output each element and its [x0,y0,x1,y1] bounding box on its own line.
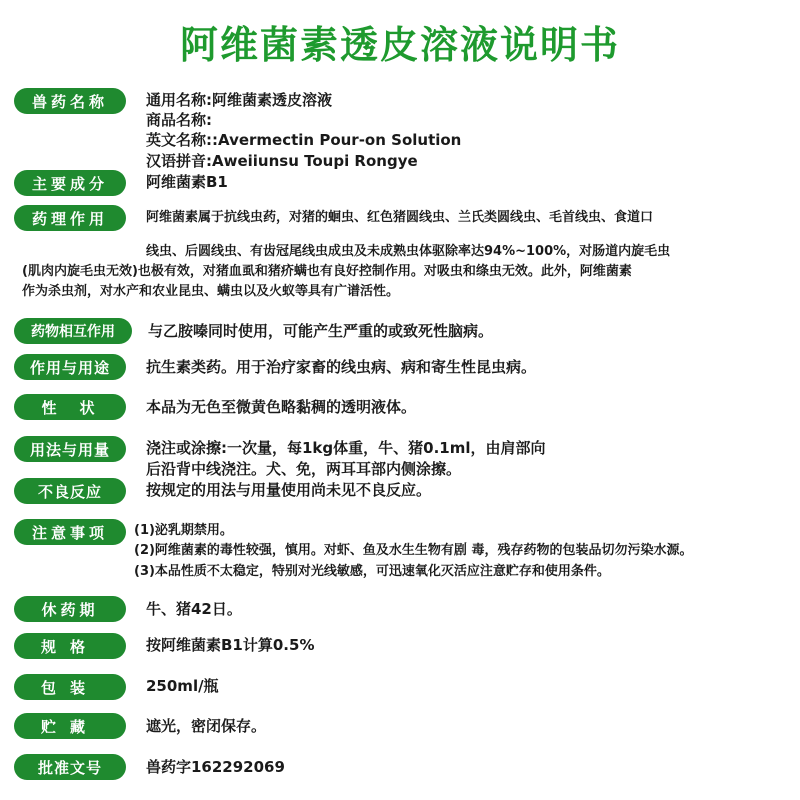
document-title: 阿维菌素透皮溶液说明书 [179,23,620,67]
precaution-item-3: (3)本品性质不太稳定，特别对光线敏感，可迅速氧化灭活应注意贮存和使用条件。 [134,564,610,579]
package-value: 250ml/瓶 [146,677,219,695]
trade-name: 商品名称: [146,111,212,129]
label-spec: 规格 [14,633,126,659]
precaution-item-2: (2)阿维菌素的毒性较强，慎用。对虾、鱼及水生生物有剧 毒，残存药物的包装品切勿污染水源。 [134,543,693,558]
precaution-item-1: (1)泌乳期禁用。 [134,523,233,538]
storage-value: 遮光，密闭保存。 [146,717,267,735]
dosage-line-1: 浇注或涂擦:一次量，每1kg体重，牛、猪0.1ml，由肩部向 [146,439,546,457]
label-storage: 贮藏 [14,713,126,739]
interactions-value: 与乙胺嗪同时使用，可能产生严重的或致死性脑病。 [148,322,494,340]
spec-value: 按阿维菌素B1计算0.5% [146,636,315,654]
english-name: 英文名称::Avermectin Pour-on Solution [146,131,462,149]
adverse-value: 按规定的用法与用量使用尚未见不良反应。 [146,481,432,499]
label-ingredients: 主要成分 [14,170,126,196]
ingredients-value: 阿维菌素B1 [146,173,228,191]
label-interactions: 药物相互作用 [14,318,132,344]
pharmacology-line-2: 线虫、后圆线虫、有齿冠尾线虫成虫及未成熟虫体驱除率达94%~100%，对肠道内旋毛虫 [146,244,671,259]
label-properties: 性 状 [14,394,126,420]
label-dosage: 用法与用量 [14,436,126,462]
withdrawal-value: 牛、猪42日。 [146,600,242,618]
label-pharmacology: 药理作用 [14,205,126,231]
pharmacology-line-1: 阿维菌素属于抗线虫药，对猪的蛔虫、红色猪圆线虫、兰氏类圆线虫、毛首线虫、食道口 [146,210,654,225]
label-vet-name: 兽药名称 [14,88,126,114]
approval-value: 兽药字162292069 [146,758,285,776]
label-package: 包装 [14,674,126,700]
label-precautions: 注意事项 [14,519,126,545]
dosage-line-2: 后沿背中线浇注。犬、免，两耳耳部内侧涂擦。 [146,460,462,478]
label-adverse: 不良反应 [14,478,126,504]
label-indications: 作用与用途 [14,354,126,380]
properties-value: 本品为无色至微黄色略黏稠的透明液体。 [146,398,417,416]
generic-name: 通用名称:阿维菌素透皮溶液 [146,91,332,109]
indications-value: 抗生素类药。用于治疗家畜的线虫病、病和寄生性昆虫病。 [146,358,537,376]
pharmacology-line-4: 作为杀虫剂，对水产和农业昆虫、螨虫以及火蚁等具有广谱活性。 [22,284,400,299]
pharmacology-line-3: (肌肉内旋毛虫无效)也极有效，对猪血虱和猪疥螨也有良好控制作用。对吸虫和绦虫无效。此外，阿维菌素 [22,264,632,279]
pinyin-name: 汉语拼音:Aweiiunsu Toupi Rongye [146,152,418,170]
label-withdrawal: 休药期 [14,596,126,622]
label-approval: 批准文号 [14,754,126,780]
